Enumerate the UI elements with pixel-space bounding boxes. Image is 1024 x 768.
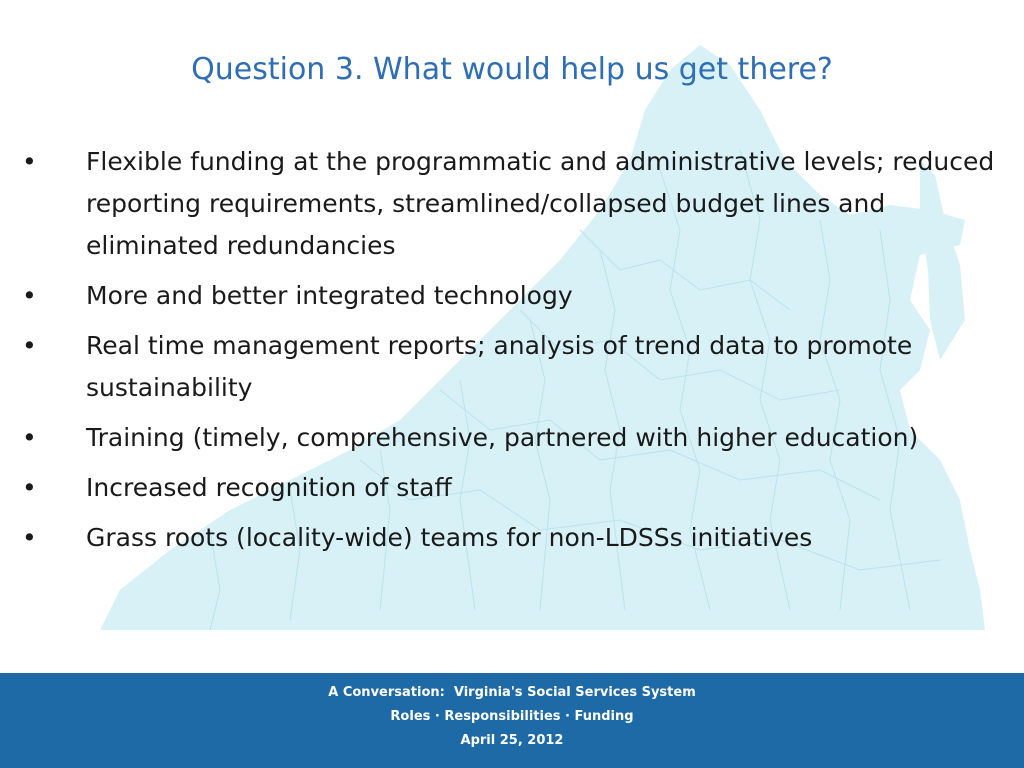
bullet-dot-icon: •: [22, 147, 37, 176]
bullet-dot-icon: •: [22, 281, 37, 310]
bullet-text: Increased recognition of staff: [86, 473, 452, 502]
bullet-item: [22, 467, 1012, 509]
footer-banner: [0, 673, 1024, 768]
bullet-item: [22, 517, 1012, 559]
bullet-item: [22, 325, 1012, 409]
bullet-text: Real time management reports; analysis of trend data to promote sustainability: [86, 331, 913, 402]
bullet-dot-icon: •: [22, 473, 37, 502]
bullet-dot-icon: •: [22, 331, 37, 360]
bullet-list: [22, 141, 1012, 567]
bullet-text: Grass roots (locality-wide) teams for non-LDSSs initiatives: [86, 523, 813, 552]
slide-title: Question 3. What would help us get there?: [191, 52, 833, 87]
bullet-item: [22, 141, 1012, 267]
footer-topics: Roles · Responsibilities · Funding: [390, 709, 634, 724]
bullet-item: [22, 417, 1012, 459]
bullet-item: [22, 275, 1012, 317]
bullet-dot-icon: •: [22, 423, 37, 452]
bullet-dot-icon: •: [22, 523, 37, 552]
bullet-text: Flexible funding at the programmatic and administrative levels; reduced reporting requirements, streamlined/collapsed budget lines and eliminated redundancies: [86, 147, 995, 260]
bullet-text: More and better integrated technology: [86, 281, 573, 310]
footer-date: April 25, 2012: [460, 733, 564, 748]
footer-conversation-title: A Conversation: Virginia's Social Services System: [328, 685, 696, 700]
bullet-text: Training (timely, comprehensive, partnered with higher education): [86, 423, 919, 452]
